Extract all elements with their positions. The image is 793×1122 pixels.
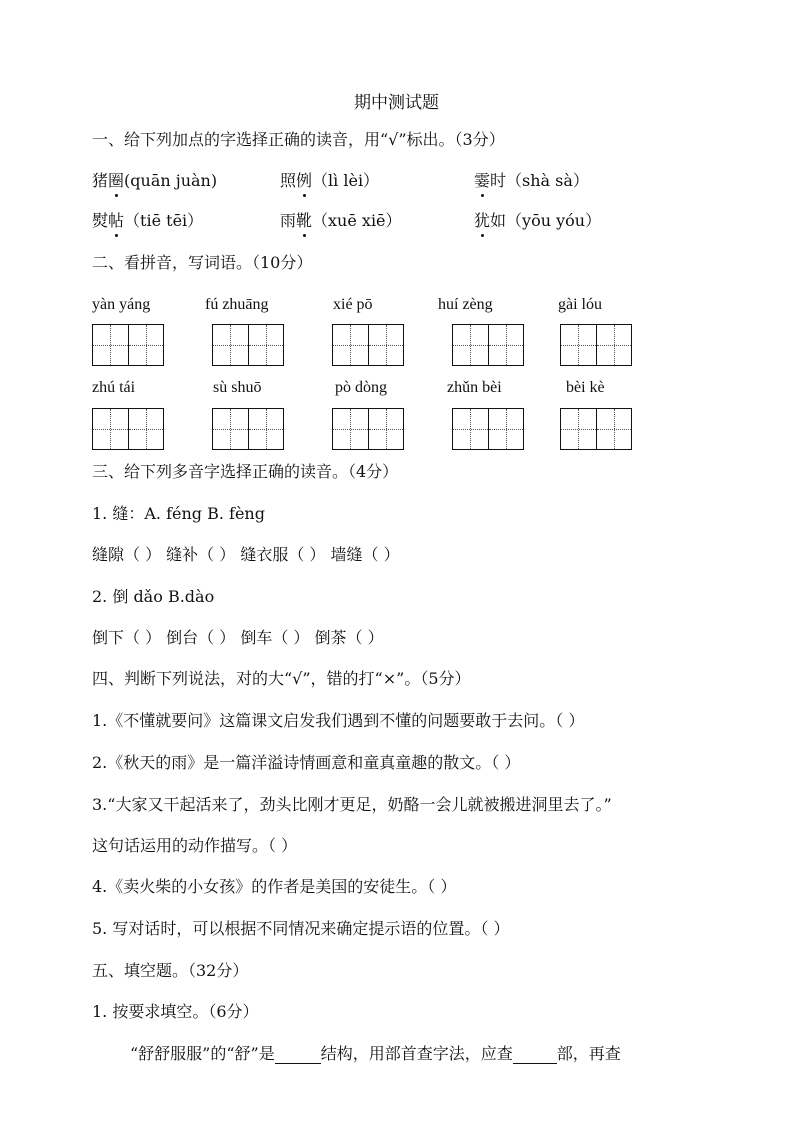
q1-item-3: 霎时（shà sà） xyxy=(474,168,589,191)
q3-heading: 三、给下列多音字选择正确的读音。（4分） xyxy=(92,462,399,481)
q3-sub2: 2. 倒 dǎo B.dào xyxy=(92,587,215,606)
q5-fill-b: 结构，用部首查字法，应查 xyxy=(320,1044,513,1063)
q4-item-4: 4.《卖火柴的小女孩》的作者是美国的安徒生。（ ） xyxy=(92,877,457,896)
pinyin-1: yàn yáng xyxy=(92,296,151,313)
q1-item-5: 雨靴（xuē xiē） xyxy=(280,208,402,231)
q2-heading: 二、看拼音，写词语。（10分） xyxy=(92,253,313,272)
page-title: 期中测试题 xyxy=(354,93,439,113)
q5-sub1: 1. 按要求填空。（6分） xyxy=(92,1002,259,1021)
blank-radical[interactable] xyxy=(513,1045,557,1064)
writing-grid-6[interactable] xyxy=(92,408,164,450)
writing-grid-9[interactable] xyxy=(452,408,524,450)
pinyin-3: xié pō xyxy=(333,296,373,313)
q3-sub2-words: 倒下（ ） 倒台（ ） 倒车（ ） 倒茶（ ） xyxy=(92,628,384,647)
writing-grid-8[interactable] xyxy=(332,408,404,450)
q1-heading: 一、给下列加点的字选择正确的读音，用“√”标出。（3分） xyxy=(92,130,505,149)
q4-item-5: 5. 写对话时，可以根据不同情况来确定提示语的位置。（ ） xyxy=(92,919,510,938)
pinyin-6: zhú tái xyxy=(92,379,136,396)
q1-item-4: 熨帖（tiē tēi） xyxy=(92,208,203,231)
q1-item-6: 犹如（yōu yóu） xyxy=(474,208,601,231)
q3-sub1: 1. 缝：A. féng B. fèng xyxy=(92,504,265,523)
q4-heading: 四、判断下列说法，对的大“√”，错的打“×”。（5分） xyxy=(92,669,471,688)
q5-heading: 五、填空题。（32分） xyxy=(92,961,249,980)
q1-item-1: 猪圈(quān juàn) xyxy=(92,168,217,191)
writing-grid-3[interactable] xyxy=(332,324,404,366)
writing-grid-2[interactable] xyxy=(212,324,284,366)
blank-structure[interactable] xyxy=(275,1045,321,1064)
pinyin-9: zhǔn bèi xyxy=(447,379,502,396)
writing-grid-5[interactable] xyxy=(560,324,632,366)
pinyin-8: pò dòng xyxy=(335,379,387,396)
q4-item-2: 2.《秋天的雨》是一篇洋溢诗情画意和童真童趣的散文。（ ） xyxy=(92,753,521,772)
writing-grid-4[interactable] xyxy=(452,324,524,366)
pinyin-7: sù shuō xyxy=(213,379,262,396)
writing-grid-1[interactable] xyxy=(92,324,164,366)
q4-item-3-cont: 这句话运用的动作描写。（ ） xyxy=(92,836,298,855)
pinyin-4: huí zèng xyxy=(438,296,493,313)
writing-grid-7[interactable] xyxy=(212,408,284,450)
q5-fill-c: 部，再查 xyxy=(556,1044,621,1063)
q3-sub1-words: 缝隙（ ） 缝补（ ） 缝衣服（ ） 墙缝（ ） xyxy=(92,545,400,564)
q5-fill-a: “舒舒服服”的“舒”是 xyxy=(130,1044,275,1063)
pinyin-2: fú zhuāng xyxy=(205,296,269,313)
q5-fill-line xyxy=(130,1044,621,1064)
pinyin-5: gài lóu xyxy=(558,296,602,313)
q4-item-3: 3.“大家又干起活来了，劲头比刚才更足，奶酪一会儿就被搬进洞里去了。” xyxy=(92,795,612,814)
q1-item-2: 照例（lì lèi） xyxy=(280,168,379,191)
writing-grid-10[interactable] xyxy=(560,408,632,450)
q4-item-1: 1.《不懂就要问》这篇课文启发我们遇到不懂的问题要敢于去问。（ ） xyxy=(92,711,585,730)
pinyin-10: bèi kè xyxy=(566,379,605,396)
